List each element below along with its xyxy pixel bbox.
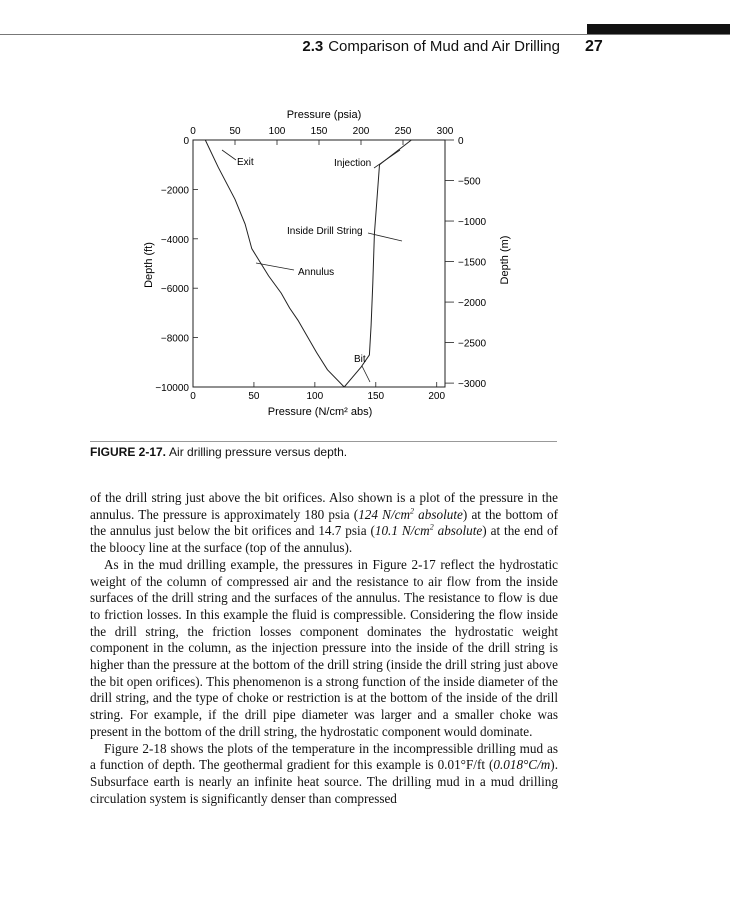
inside-drill-string-leader bbox=[368, 233, 402, 241]
right-tick-label: −2000 bbox=[458, 298, 487, 310]
right-tick-label: −2500 bbox=[458, 338, 487, 350]
bit-label: Bit bbox=[354, 354, 366, 365]
left-axis-label: Depth (ft) bbox=[143, 242, 155, 288]
bottom-tick-label: 100 bbox=[306, 391, 324, 402]
left-tick-label: −4000 bbox=[160, 234, 189, 246]
injection-label: Injection bbox=[334, 158, 372, 169]
right-tick-label: 0 bbox=[458, 136, 464, 147]
p1-unit-a: 124 N/cm bbox=[358, 506, 410, 522]
bit-leader bbox=[362, 366, 370, 382]
figure-rule bbox=[90, 441, 557, 442]
bottom-axis-ticks bbox=[190, 382, 445, 402]
bottom-tick-label: 150 bbox=[367, 391, 385, 402]
p1-text-a: of the drill string just above the bit orifices. Also shown is a plot of the pressure in the annulus. The pressure is approximately 180 psia ( bbox=[90, 490, 558, 522]
p1-absolute-a: absolute bbox=[414, 506, 463, 522]
figure-caption bbox=[90, 445, 347, 459]
right-tick-label: −1000 bbox=[458, 217, 487, 229]
right-tick-label: −500 bbox=[458, 176, 481, 188]
p3-gradient-si: 0.018°C/m bbox=[493, 757, 551, 773]
top-tick-label: 50 bbox=[229, 126, 241, 137]
section-title: Comparison of Mud and Air Drilling bbox=[328, 38, 560, 55]
page-number: 27 bbox=[585, 38, 603, 55]
left-tick-label: −8000 bbox=[160, 333, 189, 345]
figure-caption-label: FIGURE 2-17. bbox=[90, 445, 167, 459]
body-text bbox=[90, 490, 558, 807]
bottom-tick-label: 50 bbox=[248, 391, 260, 402]
right-tick-label: −1500 bbox=[458, 257, 487, 269]
left-tick-label: −2000 bbox=[160, 185, 189, 197]
p1-text-b: ) at the bottom of the annulus just below the bit orifices and 14.7 psia ( bbox=[90, 506, 558, 539]
figure-caption-text: Air drilling pressure versus depth. bbox=[169, 445, 348, 459]
series-layer bbox=[205, 140, 411, 387]
p3-text-a: Figure 2-18 shows the plots of the temperature in the incompressible drilling mud as a function of depth. The geothermal gradient for this example is 0.01°F/ft ( bbox=[90, 740, 558, 773]
annulus-label: Annulus bbox=[298, 267, 335, 278]
top-tick-label: 300 bbox=[436, 126, 454, 137]
left-tick-label: −10000 bbox=[155, 383, 189, 394]
right-tick-label: −3000 bbox=[458, 379, 487, 391]
top-tick-label: 250 bbox=[394, 126, 412, 137]
inside-drill-string-label: Inside Drill String bbox=[287, 226, 363, 237]
bottom-axis-label: Pressure (N/cm² abs) bbox=[267, 406, 373, 418]
exit-label: Exit bbox=[237, 157, 254, 168]
drill_string-line bbox=[344, 140, 411, 387]
pressure-depth-chart bbox=[0, 0, 730, 440]
top-tick-label: 150 bbox=[310, 126, 328, 137]
bottom-tick-label: 0 bbox=[190, 391, 196, 402]
paragraph-1 bbox=[90, 490, 558, 557]
injection-leader bbox=[374, 150, 400, 168]
exit-leader bbox=[222, 150, 236, 160]
left-tick-label: 0 bbox=[183, 136, 189, 147]
left-tick-label: −6000 bbox=[160, 284, 189, 296]
section-number: 2.3 bbox=[302, 38, 324, 55]
top-tick-label: 200 bbox=[352, 126, 370, 137]
bottom-tick-label: 200 bbox=[428, 391, 446, 402]
right-axis-label: Depth (m) bbox=[499, 235, 511, 285]
p1-sup-a: 2 bbox=[410, 506, 414, 516]
top-tick-label: 100 bbox=[268, 126, 286, 137]
paragraph-2: As in the mud drilling example, the pressures in Figure 2-17 reflect the hydrostatic weight of the column of compressed air and the resistance to air flow from the inside surfaces of the drill string and the surfaces of the annulus. The resistance to flow is due to friction losses. In this example the fluid is compressible. Considering the flow inside the drill string, the friction losses component dominates the hydrostatic weight component in the column, as the injection pressure into the inside of the drill string is higher than the pressure at the bottom of the drill string (inside the drill string just above the bit open orifices). This phenomenon is a strong function of the inside diameter of the drill string, and the type of choke or restriction is at the bottom of the inside of the drill string. For example, if the drill pipe diameter was larger and a smaller choke was present in the bottom of the drill string, the hydrostatic component would dominate. bbox=[90, 556, 558, 739]
p1-unit-b: 10.1 N/cm bbox=[374, 523, 430, 539]
right-axis-ticks bbox=[445, 136, 487, 390]
p1-text-c: ) at the end of the bloocy line at the surface (top of the annulus). bbox=[90, 523, 558, 556]
p3-text-b: ). Subsurface earth is nearly an infinite heat source. The drilling mud in a mud drilling circulation system is significantly denser than compressed bbox=[90, 757, 558, 806]
top-axis-label: Pressure (psia) bbox=[286, 109, 362, 121]
annulus-leader bbox=[256, 263, 294, 270]
annulus-line bbox=[205, 140, 344, 387]
left-axis-ticks bbox=[155, 136, 198, 394]
p1-absolute-b: absolute bbox=[433, 523, 483, 539]
top-tick-label: 0 bbox=[190, 126, 196, 137]
top-axis-ticks bbox=[190, 126, 454, 145]
paragraph-3 bbox=[90, 741, 558, 808]
plot-frame bbox=[193, 140, 445, 387]
p1-sup-b: 2 bbox=[429, 523, 434, 533]
